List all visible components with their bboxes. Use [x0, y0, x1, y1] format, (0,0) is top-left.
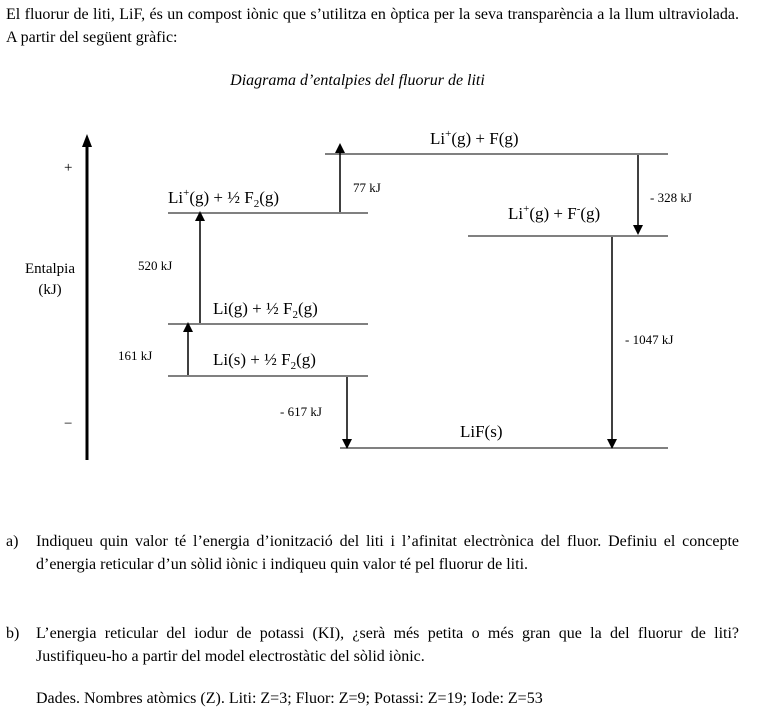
label-ion-half-f2: Li+(g) + ½ $F_2(g)$ — [168, 187, 280, 210]
value-dissociation: 77 kJ — [353, 180, 381, 195]
question-b-text: L’energia reticular del iodur de potassi (KI), ¿serà més petita o més gran que la del fluorur de liti? Justifiqueu-ho a partir del model electrostàtic del sòlid iònic. — [36, 625, 739, 665]
question-a — [6, 530, 739, 576]
label-li-solid: Li(s) + ½ $F_2(g)$ — [213, 350, 316, 372]
label-lif-solid: LiF(s) — [460, 422, 503, 441]
value-lattice: - 1047 kJ — [625, 332, 674, 347]
question-a-mark: a) — [6, 533, 19, 550]
minus-sign: − — [64, 416, 73, 432]
axis-label-kj: (kJ) — [38, 282, 62, 298]
question-b-mark: b) — [6, 625, 20, 642]
value-electron-affinity: - 328 kJ — [650, 190, 692, 205]
label-ions-gas: Li+(g) + F(g) — [430, 128, 519, 148]
label-li-gas: Li(g) + ½ $F_2(g)$ — [213, 299, 318, 321]
dades-line: Dades. Nombres atòmics (Z). Liti: Z=3; Fluor: Z=9; Potassi: Z=19; Iode: Z=53 — [36, 690, 543, 707]
value-sublimation: 161 kJ — [118, 348, 153, 363]
plus-sign: + — [64, 160, 73, 176]
enthalpy-axis-arrowhead — [82, 134, 92, 147]
question-a-text: Indiqueu quin valor té l’energia d’ionització del liti i l’afinitat electrònica del fluor. Definiu el concepte d’energia reticular d’un sòlid iònic i indiqueu quin valor té pel fluorur de liti. — [36, 533, 739, 573]
axis-label-enthalpy: Entalpia — [25, 261, 75, 277]
question-b — [6, 622, 739, 668]
value-ionization: 520 kJ — [138, 258, 173, 273]
diagram-title: Diagrama d’entalpies del fluorur de liti — [230, 72, 485, 89]
value-formation: - 617 kJ — [280, 404, 322, 419]
label-ions-gas-2: Li+(g) + F-(g) — [508, 203, 601, 223]
intro-paragraph: El fluorur de liti, LiF, és un compost iònic que s’utilitza en òptica per la seva transparència a la llum ultraviolada. A partir del següent gràfic: — [6, 6, 739, 46]
